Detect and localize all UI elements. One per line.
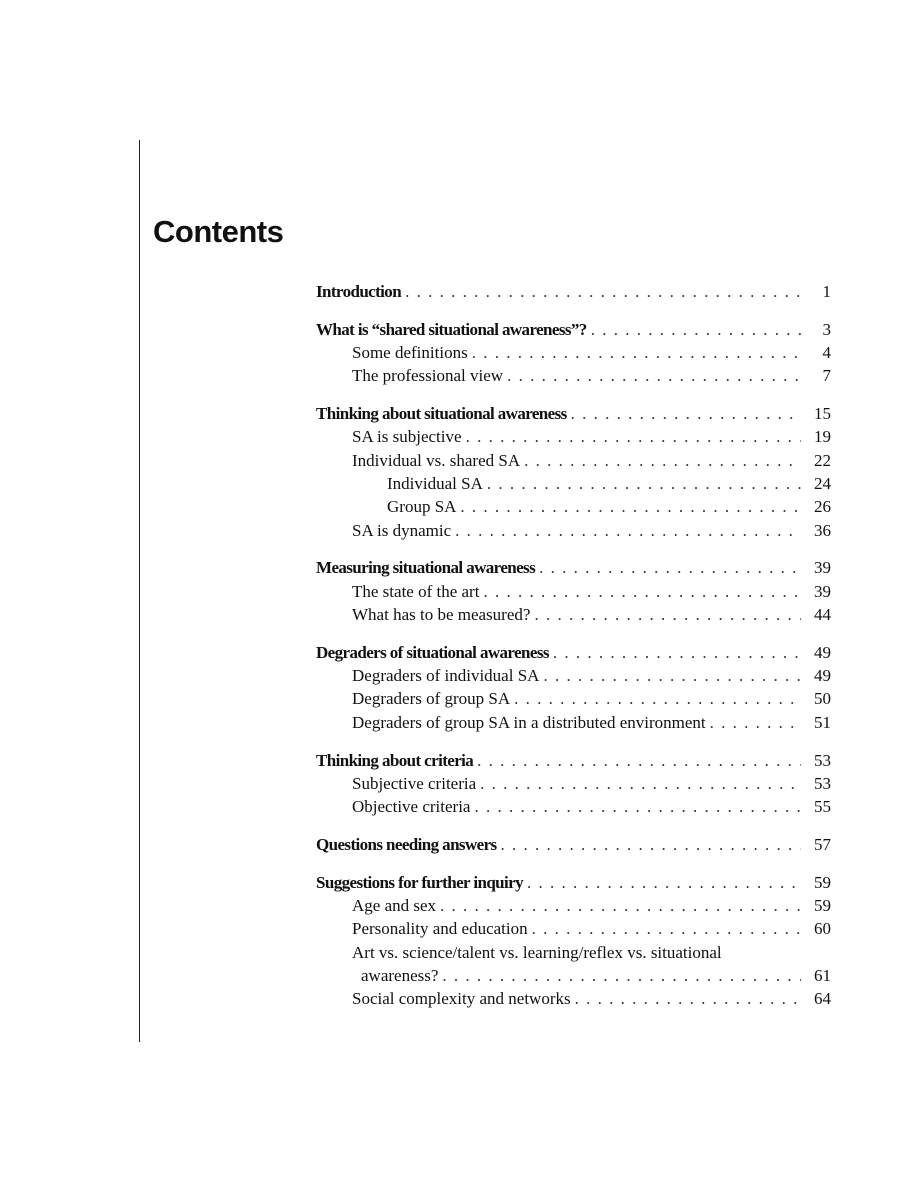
toc-chapter-entry[interactable]	[316, 556, 831, 579]
toc-subentry[interactable]	[316, 664, 831, 687]
toc-subentry[interactable]	[316, 495, 831, 518]
dot-leader	[524, 449, 801, 472]
toc-entry-label: Social complexity and networks	[352, 989, 571, 1009]
toc-page-number: 51	[814, 712, 831, 732]
dot-leader	[460, 495, 801, 518]
toc-subentry[interactable]	[316, 472, 831, 495]
toc-entry-label: Thinking about criteria	[316, 750, 474, 770]
toc-entry-label: awareness?	[361, 965, 439, 985]
toc-entry-label: Some definitions	[352, 343, 468, 363]
toc-entry-label: Thinking about situational awareness	[316, 404, 567, 424]
toc-entry-label: Individual vs. shared SA	[352, 450, 521, 470]
toc-entry-label: Individual SA	[387, 474, 483, 494]
toc-section	[316, 749, 831, 819]
dot-leader	[532, 917, 801, 940]
toc-page-number: 55	[814, 797, 831, 817]
dot-leader	[440, 894, 801, 917]
toc-entry-label: SA is subjective	[352, 427, 462, 447]
toc-section	[316, 402, 831, 542]
toc-entry-label: What is “shared situational awareness”?	[316, 319, 587, 339]
toc-page-number: 57	[814, 834, 831, 854]
dot-leader	[539, 556, 801, 579]
toc-chapter-entry[interactable]	[316, 402, 831, 425]
toc-subentry[interactable]	[316, 364, 831, 387]
toc-chapter-entry[interactable]	[316, 871, 831, 894]
toc-entry-label: The professional view	[352, 366, 504, 386]
toc-subentry[interactable]	[316, 603, 831, 626]
dot-leader	[534, 603, 801, 626]
dot-leader	[507, 364, 801, 387]
toc-page-number: 3	[822, 319, 831, 339]
dot-leader	[553, 641, 801, 664]
toc-chapter-entry[interactable]	[316, 641, 831, 664]
toc-section	[316, 280, 831, 303]
toc-entry-label: Age and sex	[352, 896, 437, 916]
dot-leader	[472, 341, 801, 364]
toc-page-number: 24	[814, 474, 831, 494]
toc-subentry[interactable]	[316, 711, 831, 734]
dot-leader	[575, 987, 801, 1010]
toc-entry-label: Group SA	[387, 497, 457, 517]
toc-entry-label: Objective criteria	[352, 797, 471, 817]
toc-subentry[interactable]	[316, 964, 831, 987]
toc-page-number: 50	[814, 689, 831, 709]
toc-subentry[interactable]	[316, 917, 831, 940]
toc-entry-label: Measuring situational awareness	[316, 558, 536, 578]
dot-leader	[477, 749, 801, 772]
toc-page-number: 49	[814, 666, 831, 686]
toc-entry-label: Subjective criteria	[352, 773, 477, 793]
toc-entry-label: Introduction	[316, 282, 402, 301]
toc-page-number: 15	[814, 404, 831, 424]
toc-subentry[interactable]	[316, 580, 831, 603]
toc-subentry[interactable]	[316, 687, 831, 710]
dot-leader	[442, 964, 801, 987]
toc-subentry[interactable]	[316, 795, 831, 818]
toc-page-number: 61	[814, 965, 831, 985]
toc-subentry[interactable]	[316, 894, 831, 917]
toc-subentry[interactable]	[316, 341, 831, 364]
toc-page-number: 44	[814, 605, 831, 625]
dot-leader	[527, 871, 801, 894]
toc-page-number: 4	[822, 343, 831, 363]
toc-entry-label: The state of the art	[352, 581, 480, 601]
toc-chapter-entry[interactable]	[316, 318, 831, 341]
toc-subentry[interactable]	[316, 519, 831, 542]
dot-leader	[571, 402, 801, 425]
dot-leader	[455, 519, 801, 542]
dot-leader	[543, 664, 801, 687]
dot-leader	[466, 425, 801, 448]
toc-entry-label: Suggestions for further inquiry	[316, 872, 523, 892]
toc-entry-label: What has to be measured?	[352, 605, 531, 625]
toc-entry-label: Art vs. science/talent vs. learning/reflex vs. situational	[352, 942, 722, 962]
toc-subentry[interactable]	[316, 772, 831, 795]
margin-rule	[139, 140, 140, 1042]
toc-page-number: 60	[814, 919, 831, 939]
toc-chapter-entry[interactable]	[316, 280, 831, 303]
dot-leader	[501, 833, 801, 856]
page-heading: Contents	[153, 214, 284, 249]
toc-page-number: 53	[814, 750, 831, 770]
toc-section	[316, 871, 831, 1011]
dot-leader	[480, 772, 801, 795]
dot-leader	[710, 711, 801, 734]
dot-leader	[474, 795, 801, 818]
toc-entry-label: Personality and education	[352, 919, 528, 939]
toc-section	[316, 833, 831, 856]
toc-page-number: 1	[822, 282, 831, 301]
toc-page-number: 26	[814, 497, 831, 517]
toc-page-number: 59	[814, 872, 831, 892]
dot-leader	[514, 687, 801, 710]
toc-entry-label: SA is dynamic	[352, 520, 452, 540]
toc-chapter-entry[interactable]	[316, 749, 831, 772]
table-of-contents	[316, 280, 831, 1025]
toc-subentry[interactable]	[316, 449, 831, 472]
toc-page-number: 59	[814, 896, 831, 916]
toc-entry-label: Degraders of situational awareness	[316, 642, 549, 662]
toc-page-number: 49	[814, 642, 831, 662]
toc-subentry[interactable]	[316, 425, 831, 448]
toc-page-number: 22	[814, 450, 831, 470]
toc-page-number: 39	[814, 581, 831, 601]
dot-leader	[483, 580, 801, 603]
toc-page-number: 39	[814, 558, 831, 578]
toc-page-number: 36	[814, 520, 831, 540]
dot-leader	[405, 280, 801, 303]
toc-entry-label: Degraders of group SA in a distributed environment	[352, 712, 706, 732]
dot-leader	[487, 472, 801, 495]
toc-chapter-entry[interactable]	[316, 833, 831, 856]
toc-page-number: 7	[822, 366, 831, 386]
toc-page-number: 64	[814, 989, 831, 1009]
toc-subentry[interactable]	[316, 987, 831, 1010]
toc-entry-label: Questions needing answers	[316, 834, 497, 854]
toc-entry-label: Degraders of group SA	[352, 689, 511, 709]
toc-page-number: 19	[814, 427, 831, 447]
toc-section	[316, 641, 831, 734]
toc-entry-label: Degraders of individual SA	[352, 666, 540, 686]
dot-leader	[591, 318, 801, 341]
toc-section	[316, 318, 831, 388]
toc-section	[316, 556, 831, 626]
toc-page-number: 53	[814, 773, 831, 793]
